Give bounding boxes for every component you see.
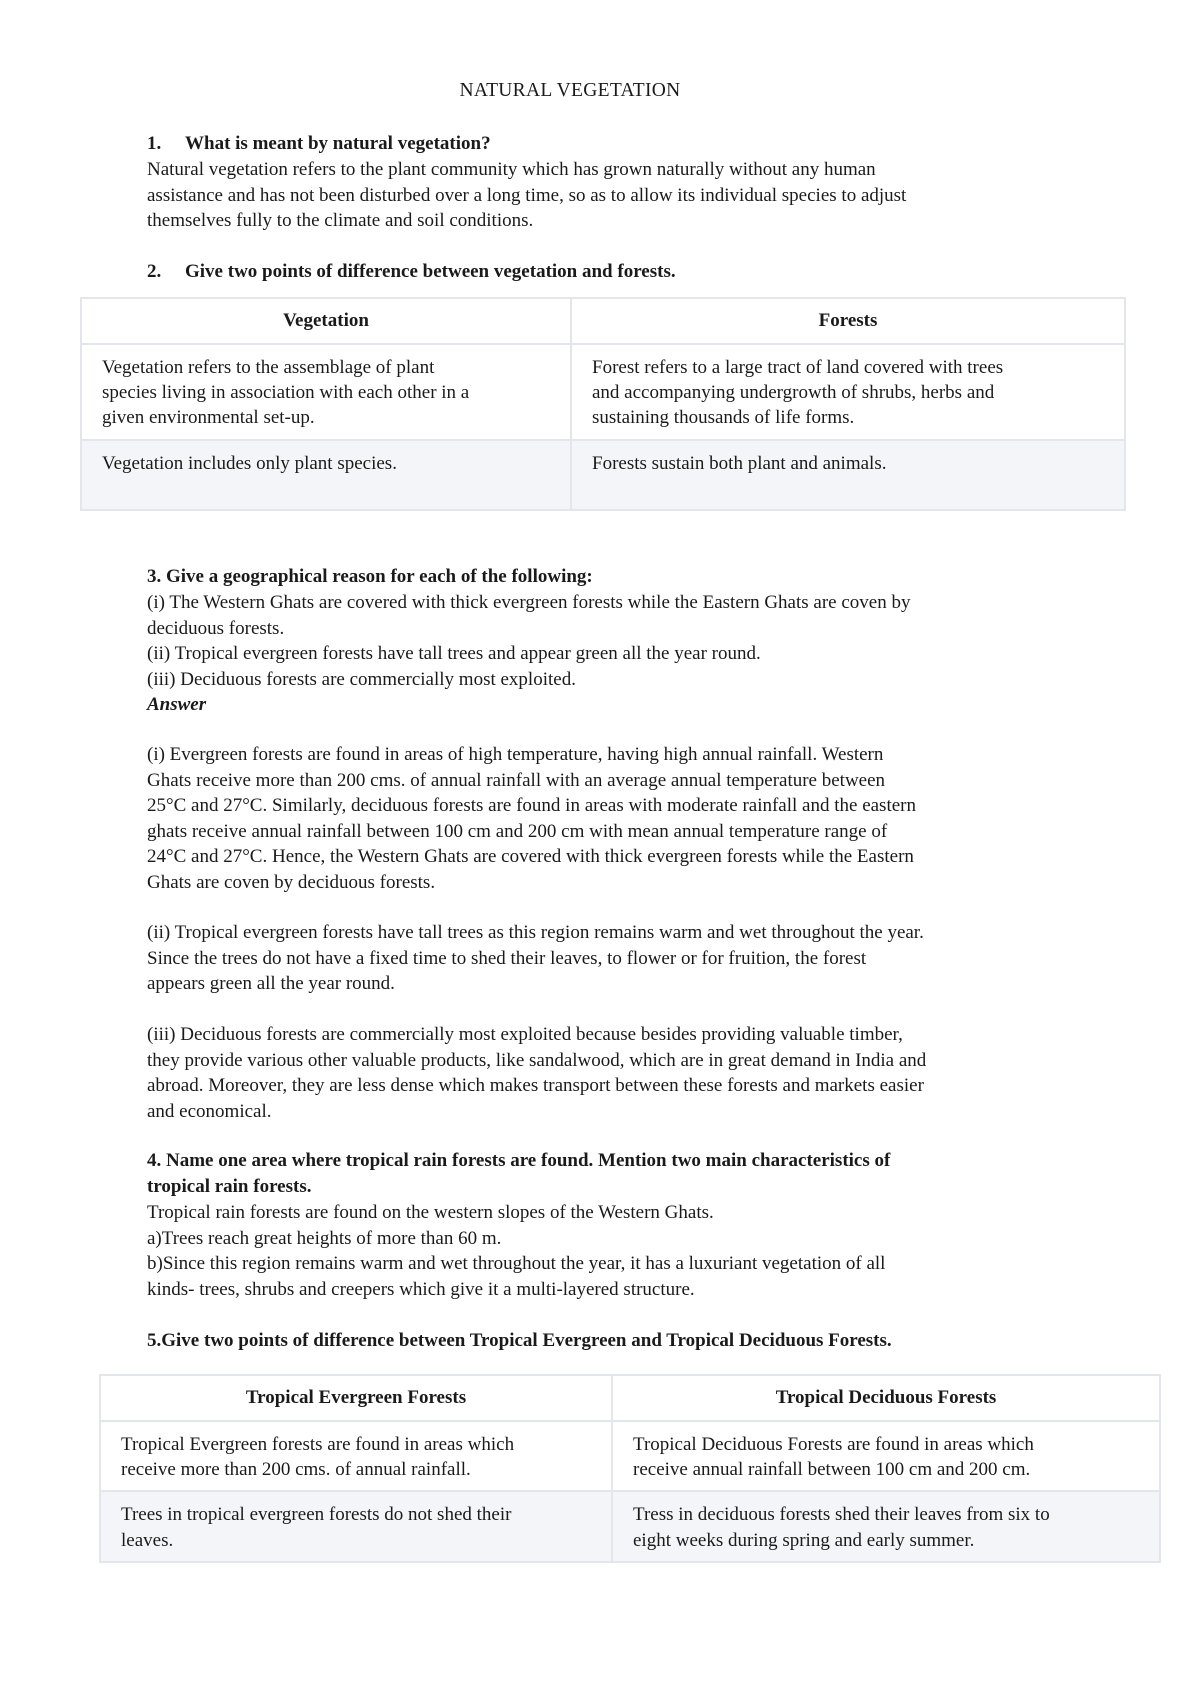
- question-3: 3. Give a geographical reason for each of the following:: [147, 566, 593, 587]
- answer-label: Answer: [147, 694, 207, 716]
- question-3-part: (iii) Deciduous forests are commercially most exploited.: [147, 668, 576, 690]
- answer-3-line: 25°C and 27°C. Similarly, deciduous forests are found in areas with moderate rainfall and the eastern: [147, 795, 916, 817]
- answer-4-line: kinds- trees, shrubs and creepers which give it a multi-layered structure.: [147, 1278, 695, 1300]
- answer-4-line: b)Since this region remains warm and wet throughout the year, it has a luxuriant vegetation of all: [147, 1253, 886, 1275]
- table-row: [100, 1421, 1160, 1491]
- question-1-text: What is meant by natural vegetation?: [185, 133, 491, 154]
- table-header-row: [100, 1375, 1160, 1421]
- table-cell: [81, 344, 571, 440]
- cell-line: sustaining thousands of life forms.: [592, 407, 855, 429]
- cell-line: Tropical Deciduous Forests are found in areas which: [633, 1434, 1034, 1455]
- question-4-line: tropical rain forests.: [147, 1175, 312, 1197]
- table-header-row: [81, 298, 1125, 344]
- evergreen-deciduous-table: [99, 1374, 1161, 1563]
- question-4: [147, 1148, 1147, 1199]
- question-3-parts: [147, 590, 1147, 718]
- question-2-text: Give two points of difference between vegetation and forests.: [185, 261, 676, 282]
- answer-4-line: Tropical rain forests are found on the western slopes of the Western Ghats.: [147, 1202, 714, 1223]
- answer-3-line: and economical.: [147, 1100, 272, 1122]
- table-cell: [612, 1491, 1160, 1561]
- table-header-cell: Forests: [571, 298, 1125, 344]
- question-3-part: deciduous forests.: [147, 617, 285, 639]
- cell-line: Tress in deciduous forests shed their leaves from six to: [633, 1504, 1050, 1526]
- answer-3-line: (i) Evergreen forests are found in areas of high temperature, having high annual rainfall. Western: [147, 744, 884, 765]
- question-2: [147, 259, 676, 285]
- answer-3-line: abroad. Moreover, they are less dense which makes transport between these forests and markets easier: [147, 1075, 924, 1097]
- answer-3-line: they provide various other valuable products, like sandalwood, which are in great demand in India and: [147, 1049, 927, 1071]
- answer-1-line: themselves fully to the climate and soil conditions.: [147, 210, 534, 232]
- answer-4: [147, 1200, 1147, 1302]
- answer-3-line: Ghats receive more than 200 cms. of annual rainfall with an average annual temperature between: [147, 769, 886, 791]
- answer-3-paragraph-1: [147, 742, 1147, 896]
- answer-3-line: (iii) Deciduous forests are commercially most exploited because besides providing valuable timber,: [147, 1024, 903, 1045]
- cell-line: Vegetation includes only plant species.: [102, 453, 397, 474]
- question-1: [147, 131, 491, 157]
- cell-line: leaves.: [121, 1529, 174, 1551]
- answer-1: [147, 157, 1147, 234]
- question-1-number: 1.: [147, 133, 162, 154]
- cell-line: receive more than 200 cms. of annual rainfall.: [121, 1459, 471, 1481]
- page-title: NATURAL VEGETATION: [459, 80, 681, 101]
- table-row: [100, 1491, 1160, 1561]
- table-cell: [571, 344, 1125, 440]
- answer-3-line: (ii) Tropical evergreen forests have tall trees as this region remains warm and wet throughout the year.: [147, 922, 924, 943]
- table-header-cell: Tropical Deciduous Forests: [612, 1375, 1160, 1421]
- answer-3-paragraph-3: [147, 1022, 1157, 1124]
- cell-line: Tropical Evergreen forests are found in areas which: [121, 1434, 515, 1455]
- answer-1-line: assistance and has not been disturbed over a long time, so as to allow its individual species to adjust: [147, 184, 907, 206]
- answer-3-line: Ghats are coven by deciduous forests.: [147, 871, 436, 893]
- cell-line: given environmental set-up.: [102, 407, 315, 429]
- table-cell: [100, 1421, 612, 1491]
- question-3-part: (i) The Western Ghats are covered with thick evergreen forests while the Eastern Ghats are coven by: [147, 592, 911, 613]
- vegetation-forests-table: [80, 297, 1126, 511]
- cell-line: and accompanying undergrowth of shrubs, herbs and: [592, 382, 995, 404]
- answer-3-paragraph-2: [147, 920, 1157, 997]
- table-cell: [81, 440, 571, 510]
- answer-3-line: Since the trees do not have a fixed time to shed their leaves, to flower or for fruition, the forest: [147, 947, 867, 969]
- cell-line: Trees in tropical evergreen forests do not shed their: [121, 1504, 512, 1526]
- question-4-line: 4. Name one area where tropical rain forests are found. Mention two main characteristics of: [147, 1150, 891, 1171]
- table-cell: [100, 1491, 612, 1561]
- answer-3-line: appears green all the year round.: [147, 973, 395, 995]
- cell-line: Forest refers to a large tract of land covered with trees: [592, 357, 1004, 378]
- answer-3-line: 24°C and 27°C. Hence, the Western Ghats are covered with thick evergreen forests while the Eastern: [147, 846, 914, 868]
- cell-line: Forests sustain both plant and animals.: [592, 453, 887, 474]
- cell-line: Vegetation refers to the assemblage of plant: [102, 357, 435, 378]
- cell-line: species living in association with each other in a: [102, 382, 470, 404]
- table-cell: [571, 440, 1125, 510]
- table-header-cell: Tropical Evergreen Forests: [100, 1375, 612, 1421]
- answer-3-line: ghats receive annual rainfall between 100 cm and 200 cm with mean annual temperature range of: [147, 820, 888, 842]
- table-cell: [612, 1421, 1160, 1491]
- question-2-number: 2.: [147, 261, 162, 282]
- answer-1-line: Natural vegetation refers to the plant community which has grown naturally without any human: [147, 159, 876, 180]
- cell-line: eight weeks during spring and early summer.: [633, 1529, 975, 1551]
- table-row: [81, 344, 1125, 440]
- question-5: 5.Give two points of difference between Tropical Evergreen and Tropical Deciduous Forests.: [147, 1330, 892, 1351]
- answer-4-line: a)Trees reach great heights of more than 60 m.: [147, 1227, 502, 1249]
- table-row: [81, 440, 1125, 510]
- question-3-part: (ii) Tropical evergreen forests have tall trees and appear green all the year round.: [147, 643, 761, 665]
- cell-line: receive annual rainfall between 100 cm and 200 cm.: [633, 1459, 1031, 1481]
- table-header-cell: Vegetation: [81, 298, 571, 344]
